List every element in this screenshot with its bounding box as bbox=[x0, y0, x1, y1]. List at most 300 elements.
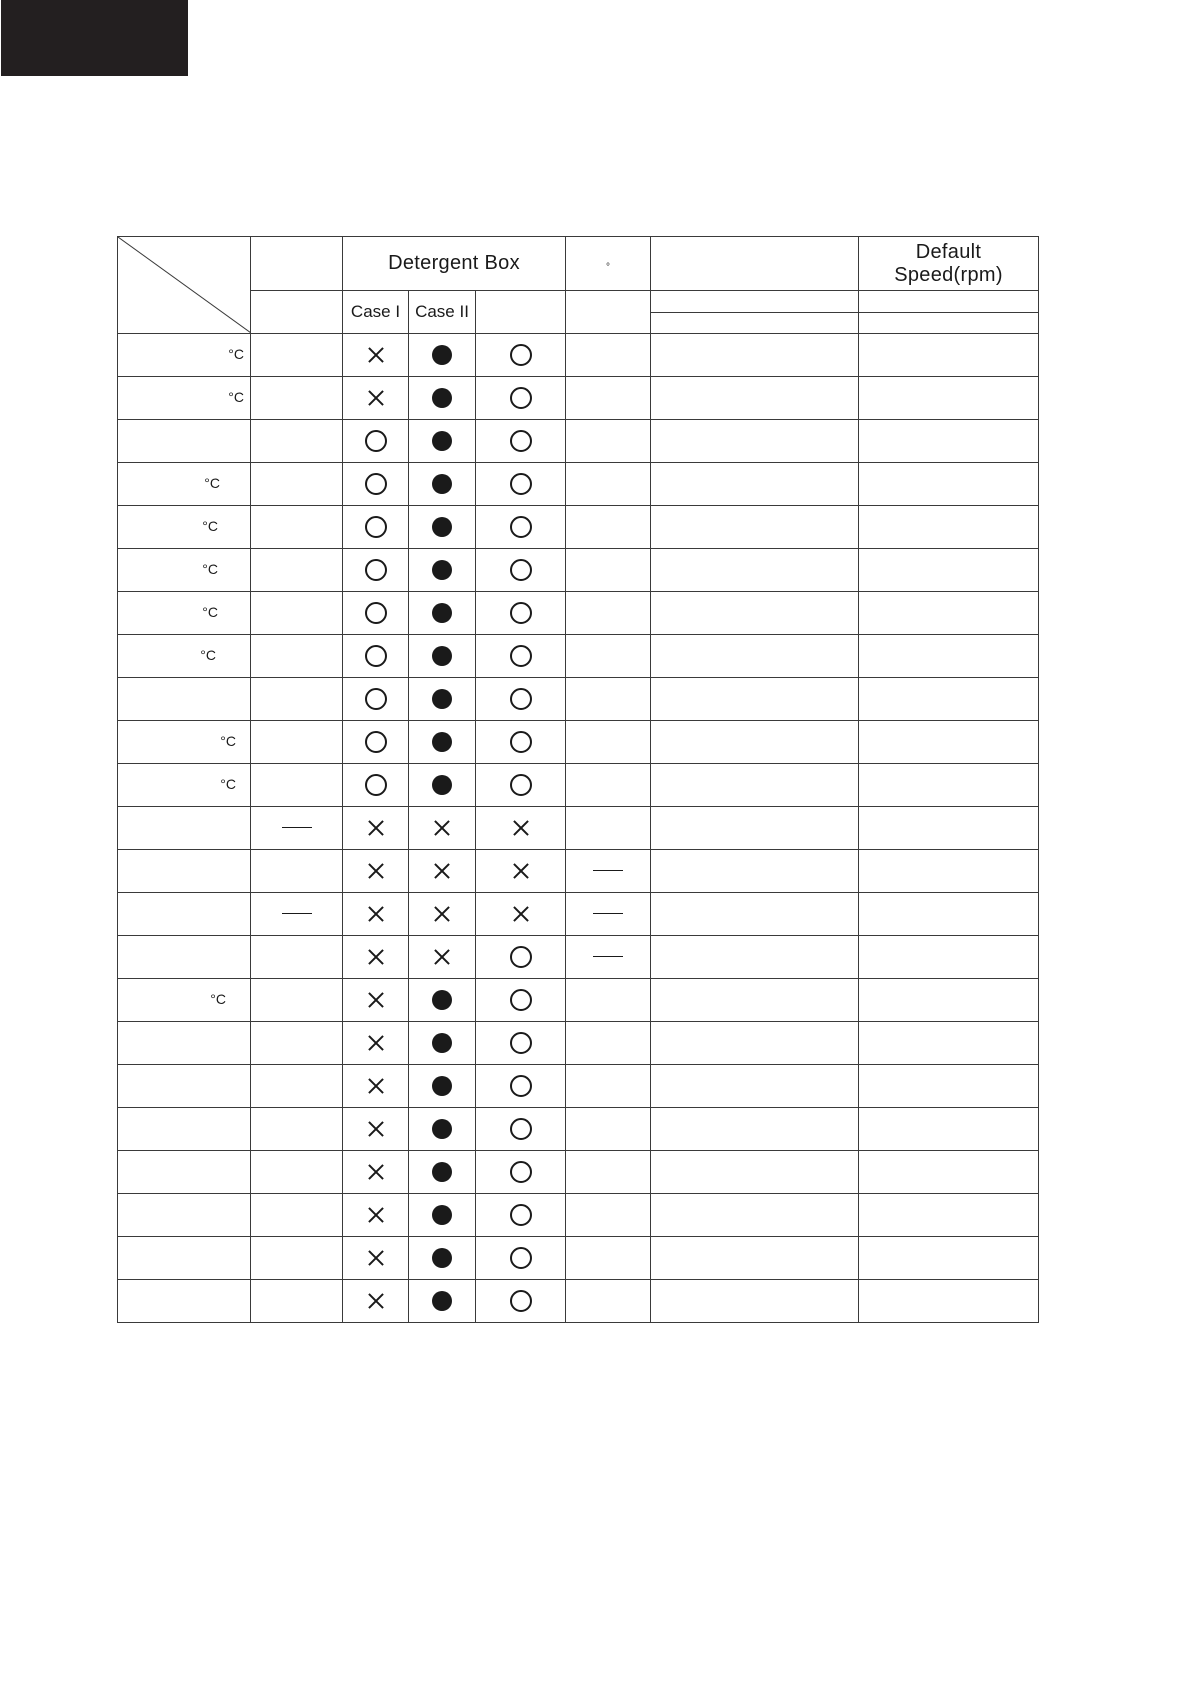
open-circle-icon bbox=[510, 989, 532, 1011]
case-3-header bbox=[476, 291, 566, 334]
default-speed-cell bbox=[859, 506, 1039, 549]
open-circle-icon bbox=[365, 559, 387, 581]
case-2-cell bbox=[409, 1065, 476, 1108]
table-row bbox=[118, 1151, 1039, 1194]
case-1-cell bbox=[343, 549, 409, 592]
open-circle-icon bbox=[510, 688, 532, 710]
table-row bbox=[118, 334, 1039, 377]
filled-circle-icon bbox=[432, 517, 452, 537]
cross-icon bbox=[365, 1204, 387, 1226]
degree-cell bbox=[566, 893, 651, 936]
case-2-cell bbox=[409, 936, 476, 979]
col-8-sub-b bbox=[859, 313, 1039, 334]
detergent-box-header bbox=[343, 237, 566, 291]
case-1-cell bbox=[343, 1151, 409, 1194]
case-2-cell bbox=[409, 764, 476, 807]
temperature-unit: °C bbox=[204, 475, 220, 491]
case-2-cell bbox=[409, 549, 476, 592]
temperature-unit: °C bbox=[200, 647, 216, 663]
cross-icon bbox=[365, 1075, 387, 1097]
temperature-unit: °C bbox=[220, 776, 236, 792]
filled-circle-icon bbox=[432, 1076, 452, 1096]
case-2-cell bbox=[409, 678, 476, 721]
program-name-cell bbox=[118, 1151, 251, 1194]
case-2-cell bbox=[409, 893, 476, 936]
default-speed-cell bbox=[859, 592, 1039, 635]
header-col-7 bbox=[651, 237, 859, 291]
table-row bbox=[118, 1108, 1039, 1151]
col-7-cell bbox=[651, 506, 859, 549]
case-2-cell bbox=[409, 1237, 476, 1280]
table-row bbox=[118, 377, 1039, 420]
table-row bbox=[118, 635, 1039, 678]
col-7-cell bbox=[651, 1280, 859, 1323]
col-2-cell bbox=[251, 635, 343, 678]
table-row bbox=[118, 420, 1039, 463]
default-speed-cell bbox=[859, 764, 1039, 807]
col-2-cell bbox=[251, 893, 343, 936]
temperature-unit: °C bbox=[202, 518, 218, 534]
col-7-cell bbox=[651, 850, 859, 893]
case-3-cell bbox=[476, 420, 566, 463]
default-speed-cell bbox=[859, 635, 1039, 678]
dash-mark bbox=[593, 956, 623, 957]
col-7-cell bbox=[651, 893, 859, 936]
filled-circle-icon bbox=[432, 388, 452, 408]
col-7-cell bbox=[651, 807, 859, 850]
case-2-label: Case II bbox=[415, 302, 469, 321]
case-3-cell bbox=[476, 549, 566, 592]
cross-icon bbox=[365, 387, 387, 409]
default-speed-cell bbox=[859, 1065, 1039, 1108]
col-7-cell bbox=[651, 463, 859, 506]
col-7-cell bbox=[651, 377, 859, 420]
col-2-cell bbox=[251, 1280, 343, 1323]
case-1-cell bbox=[343, 635, 409, 678]
table-row bbox=[118, 1237, 1039, 1280]
col-7-cell bbox=[651, 936, 859, 979]
open-circle-icon bbox=[510, 602, 532, 624]
open-circle-icon bbox=[365, 645, 387, 667]
case-2-cell bbox=[409, 1108, 476, 1151]
case-2-header bbox=[409, 291, 476, 334]
case-3-cell bbox=[476, 377, 566, 420]
cross-icon bbox=[510, 817, 532, 839]
default-speed-cell bbox=[859, 1151, 1039, 1194]
filled-circle-icon bbox=[432, 431, 452, 451]
case-2-cell bbox=[409, 807, 476, 850]
degree-cell bbox=[566, 721, 651, 764]
program-table bbox=[117, 236, 1039, 1323]
program-name-cell bbox=[118, 506, 251, 549]
col-2-cell bbox=[251, 334, 343, 377]
table-row bbox=[118, 764, 1039, 807]
case-3-cell bbox=[476, 334, 566, 377]
case-1-cell bbox=[343, 1065, 409, 1108]
open-circle-icon bbox=[510, 774, 532, 796]
case-3-cell bbox=[476, 850, 566, 893]
table-row bbox=[118, 1194, 1039, 1237]
table-row bbox=[118, 850, 1039, 893]
case-2-cell bbox=[409, 592, 476, 635]
degree-header bbox=[566, 237, 651, 291]
default-speed-cell bbox=[859, 549, 1039, 592]
col-2-cell bbox=[251, 850, 343, 893]
col-2-cell bbox=[251, 549, 343, 592]
program-name-cell bbox=[118, 334, 251, 377]
col-2-cell bbox=[251, 1065, 343, 1108]
table-row bbox=[118, 506, 1039, 549]
open-circle-icon bbox=[365, 731, 387, 753]
open-circle-icon bbox=[510, 516, 532, 538]
table-row bbox=[118, 678, 1039, 721]
case-1-cell bbox=[343, 893, 409, 936]
case-3-cell bbox=[476, 506, 566, 549]
default-speed-cell bbox=[859, 1194, 1039, 1237]
program-name-cell bbox=[118, 592, 251, 635]
cross-icon bbox=[365, 1118, 387, 1140]
header-col-2 bbox=[251, 237, 343, 291]
dash-mark bbox=[282, 913, 312, 914]
cross-icon bbox=[431, 817, 453, 839]
table-row bbox=[118, 463, 1039, 506]
cross-icon bbox=[365, 1161, 387, 1183]
degree-cell bbox=[566, 936, 651, 979]
filled-circle-icon bbox=[432, 474, 452, 494]
program-name-cell bbox=[118, 463, 251, 506]
case-3-cell bbox=[476, 592, 566, 635]
open-circle-icon bbox=[365, 430, 387, 452]
temperature-unit: °C bbox=[228, 346, 244, 362]
case-1-cell bbox=[343, 377, 409, 420]
case-3-cell bbox=[476, 764, 566, 807]
open-circle-icon bbox=[510, 559, 532, 581]
case-1-cell bbox=[343, 1194, 409, 1237]
cross-icon bbox=[365, 903, 387, 925]
program-name-cell bbox=[118, 721, 251, 764]
case-1-cell bbox=[343, 764, 409, 807]
temperature-unit: °C bbox=[210, 991, 226, 1007]
program-name-cell bbox=[118, 979, 251, 1022]
degree-cell bbox=[566, 807, 651, 850]
col-7-cell bbox=[651, 1194, 859, 1237]
degree-sub-header bbox=[566, 291, 651, 334]
program-name-cell bbox=[118, 549, 251, 592]
filled-circle-icon bbox=[432, 560, 452, 580]
default-speed-cell bbox=[859, 334, 1039, 377]
open-circle-icon bbox=[510, 387, 532, 409]
program-name-cell bbox=[118, 1022, 251, 1065]
default-speed-cell bbox=[859, 463, 1039, 506]
filled-circle-icon bbox=[432, 689, 452, 709]
col-7-cell bbox=[651, 721, 859, 764]
col-7-cell bbox=[651, 1108, 859, 1151]
case-1-cell bbox=[343, 592, 409, 635]
col-2-cell bbox=[251, 377, 343, 420]
case-1-cell bbox=[343, 463, 409, 506]
default-speed-cell bbox=[859, 420, 1039, 463]
filled-circle-icon bbox=[432, 732, 452, 752]
degree-cell bbox=[566, 1022, 651, 1065]
table-row bbox=[118, 1022, 1039, 1065]
degree-cell bbox=[566, 1151, 651, 1194]
degree-cell bbox=[566, 1280, 651, 1323]
degree-cell bbox=[566, 506, 651, 549]
open-circle-icon bbox=[510, 1118, 532, 1140]
degree-mark: ° bbox=[606, 261, 611, 273]
default-speed-cell bbox=[859, 1237, 1039, 1280]
case-1-cell bbox=[343, 1022, 409, 1065]
open-circle-icon bbox=[510, 1161, 532, 1183]
default-speed-cell bbox=[859, 678, 1039, 721]
col-7-cell bbox=[651, 635, 859, 678]
open-circle-icon bbox=[365, 602, 387, 624]
col-7-cell bbox=[651, 764, 859, 807]
col-2-cell bbox=[251, 592, 343, 635]
degree-cell bbox=[566, 549, 651, 592]
case-3-cell bbox=[476, 1108, 566, 1151]
col-2-cell bbox=[251, 1022, 343, 1065]
program-name-cell bbox=[118, 678, 251, 721]
col-2-cell bbox=[251, 807, 343, 850]
col-2-cell bbox=[251, 1194, 343, 1237]
filled-circle-icon bbox=[432, 1205, 452, 1225]
cross-icon bbox=[365, 989, 387, 1011]
col-7-cell bbox=[651, 979, 859, 1022]
temperature-unit: °C bbox=[202, 604, 218, 620]
case-1-cell bbox=[343, 1108, 409, 1151]
program-name-cell bbox=[118, 1065, 251, 1108]
cross-icon bbox=[431, 946, 453, 968]
open-circle-icon bbox=[510, 1247, 532, 1269]
case-3-cell bbox=[476, 635, 566, 678]
dash-mark bbox=[593, 870, 623, 871]
open-circle-icon bbox=[510, 731, 532, 753]
case-1-cell bbox=[343, 420, 409, 463]
col-7-cell bbox=[651, 1022, 859, 1065]
open-circle-icon bbox=[510, 645, 532, 667]
table-row bbox=[118, 1280, 1039, 1323]
case-3-cell bbox=[476, 1280, 566, 1323]
col-2-cell bbox=[251, 420, 343, 463]
col-2-cell bbox=[251, 463, 343, 506]
open-circle-icon bbox=[510, 1204, 532, 1226]
degree-cell bbox=[566, 377, 651, 420]
table-row bbox=[118, 549, 1039, 592]
filled-circle-icon bbox=[432, 603, 452, 623]
cross-icon bbox=[431, 860, 453, 882]
cross-icon bbox=[365, 344, 387, 366]
case-2-cell bbox=[409, 506, 476, 549]
case-3-cell bbox=[476, 1022, 566, 1065]
diagonal-corner-cell bbox=[118, 237, 251, 334]
case-1-cell bbox=[343, 979, 409, 1022]
default-speed-cell bbox=[859, 979, 1039, 1022]
case-2-cell bbox=[409, 721, 476, 764]
degree-cell bbox=[566, 592, 651, 635]
degree-cell bbox=[566, 1194, 651, 1237]
cross-icon bbox=[365, 1247, 387, 1269]
case-1-cell bbox=[343, 678, 409, 721]
open-circle-icon bbox=[365, 516, 387, 538]
program-name-cell bbox=[118, 893, 251, 936]
header-row-1 bbox=[118, 237, 1039, 291]
case-3-cell bbox=[476, 721, 566, 764]
cross-icon bbox=[510, 860, 532, 882]
col-2-cell bbox=[251, 936, 343, 979]
case-3-cell bbox=[476, 1194, 566, 1237]
table-row bbox=[118, 979, 1039, 1022]
col-7-cell bbox=[651, 1151, 859, 1194]
filled-circle-icon bbox=[432, 345, 452, 365]
case-2-cell bbox=[409, 377, 476, 420]
col-2-cell bbox=[251, 721, 343, 764]
col-2-cell bbox=[251, 979, 343, 1022]
col-7-cell bbox=[651, 549, 859, 592]
program-name-cell bbox=[118, 936, 251, 979]
program-name-cell bbox=[118, 1194, 251, 1237]
cross-icon bbox=[510, 903, 532, 925]
case-1-cell bbox=[343, 721, 409, 764]
dash-mark bbox=[282, 827, 312, 828]
case-3-cell bbox=[476, 463, 566, 506]
default-speed-cell bbox=[859, 377, 1039, 420]
degree-cell bbox=[566, 764, 651, 807]
default-speed-cell bbox=[859, 721, 1039, 764]
table-row bbox=[118, 592, 1039, 635]
case-2-cell bbox=[409, 463, 476, 506]
case-2-cell bbox=[409, 635, 476, 678]
case-1-label: Case I bbox=[350, 302, 401, 321]
open-circle-icon bbox=[510, 473, 532, 495]
cross-icon bbox=[365, 1032, 387, 1054]
header-row-2 bbox=[118, 291, 1039, 313]
col-7-cell bbox=[651, 1237, 859, 1280]
case-3-cell bbox=[476, 807, 566, 850]
program-name-cell bbox=[118, 807, 251, 850]
temperature-unit: °C bbox=[202, 561, 218, 577]
filled-circle-icon bbox=[432, 775, 452, 795]
case-3-cell bbox=[476, 1065, 566, 1108]
program-name-cell bbox=[118, 1237, 251, 1280]
degree-cell bbox=[566, 635, 651, 678]
cross-icon bbox=[365, 1290, 387, 1312]
table-row bbox=[118, 893, 1039, 936]
degree-cell bbox=[566, 420, 651, 463]
col-2-cell bbox=[251, 1108, 343, 1151]
cross-icon bbox=[365, 946, 387, 968]
case-3-cell bbox=[476, 893, 566, 936]
open-circle-icon bbox=[365, 688, 387, 710]
case-2-cell bbox=[409, 1151, 476, 1194]
open-circle-icon bbox=[510, 430, 532, 452]
table-row bbox=[118, 1065, 1039, 1108]
degree-cell bbox=[566, 850, 651, 893]
dash-mark bbox=[593, 913, 623, 914]
case-1-cell bbox=[343, 807, 409, 850]
col-7-sub-a bbox=[651, 291, 859, 313]
case-1-cell bbox=[343, 334, 409, 377]
open-circle-icon bbox=[510, 946, 532, 968]
filled-circle-icon bbox=[432, 1291, 452, 1311]
program-name-cell bbox=[118, 1108, 251, 1151]
case-2-cell bbox=[409, 1194, 476, 1237]
default-speed-cell bbox=[859, 936, 1039, 979]
open-circle-icon bbox=[510, 1290, 532, 1312]
default-speed-cell bbox=[859, 807, 1039, 850]
case-2-cell bbox=[409, 1280, 476, 1323]
case-2-cell bbox=[409, 420, 476, 463]
header-col-2-sub bbox=[251, 291, 343, 334]
cross-icon bbox=[365, 817, 387, 839]
case-3-cell bbox=[476, 1237, 566, 1280]
filled-circle-icon bbox=[432, 1033, 452, 1053]
col-2-cell bbox=[251, 764, 343, 807]
filled-circle-icon bbox=[432, 1119, 452, 1139]
default-speed-label: Default Speed(rpm) bbox=[894, 240, 1003, 286]
temperature-unit: °C bbox=[228, 389, 244, 405]
case-3-cell bbox=[476, 1151, 566, 1194]
degree-cell bbox=[566, 334, 651, 377]
filled-circle-icon bbox=[432, 646, 452, 666]
program-name-cell bbox=[118, 850, 251, 893]
case-2-cell bbox=[409, 334, 476, 377]
detergent-box-label: Detergent Box bbox=[388, 252, 520, 274]
default-speed-header bbox=[859, 237, 1039, 291]
cross-icon bbox=[431, 903, 453, 925]
open-circle-icon bbox=[510, 344, 532, 366]
program-name-cell bbox=[118, 764, 251, 807]
col-8-sub-a bbox=[859, 291, 1039, 313]
table-row bbox=[118, 721, 1039, 764]
default-speed-cell bbox=[859, 893, 1039, 936]
case-1-cell bbox=[343, 1280, 409, 1323]
program-name-cell bbox=[118, 420, 251, 463]
default-speed-cell bbox=[859, 1022, 1039, 1065]
temperature-unit: °C bbox=[220, 733, 236, 749]
default-speed-cell bbox=[859, 1108, 1039, 1151]
filled-circle-icon bbox=[432, 990, 452, 1010]
program-name-cell bbox=[118, 377, 251, 420]
program-name-cell bbox=[118, 1280, 251, 1323]
filled-circle-icon bbox=[432, 1248, 452, 1268]
col-7-cell bbox=[651, 678, 859, 721]
case-1-cell bbox=[343, 1237, 409, 1280]
program-name-cell bbox=[118, 635, 251, 678]
case-2-cell bbox=[409, 979, 476, 1022]
case-1-cell bbox=[343, 506, 409, 549]
case-3-cell bbox=[476, 678, 566, 721]
case-1-cell bbox=[343, 936, 409, 979]
degree-cell bbox=[566, 979, 651, 1022]
col-2-cell bbox=[251, 506, 343, 549]
col-7-cell bbox=[651, 334, 859, 377]
degree-cell bbox=[566, 1108, 651, 1151]
case-1-cell bbox=[343, 850, 409, 893]
open-circle-icon bbox=[365, 774, 387, 796]
case-2-cell bbox=[409, 850, 476, 893]
corner-block bbox=[1, 0, 188, 76]
degree-cell bbox=[566, 463, 651, 506]
col-2-cell bbox=[251, 1237, 343, 1280]
col-7-cell bbox=[651, 592, 859, 635]
cross-icon bbox=[365, 860, 387, 882]
diagonal-line bbox=[118, 237, 251, 333]
col-7-cell bbox=[651, 420, 859, 463]
degree-cell bbox=[566, 678, 651, 721]
filled-circle-icon bbox=[432, 1162, 452, 1182]
case-3-cell bbox=[476, 979, 566, 1022]
